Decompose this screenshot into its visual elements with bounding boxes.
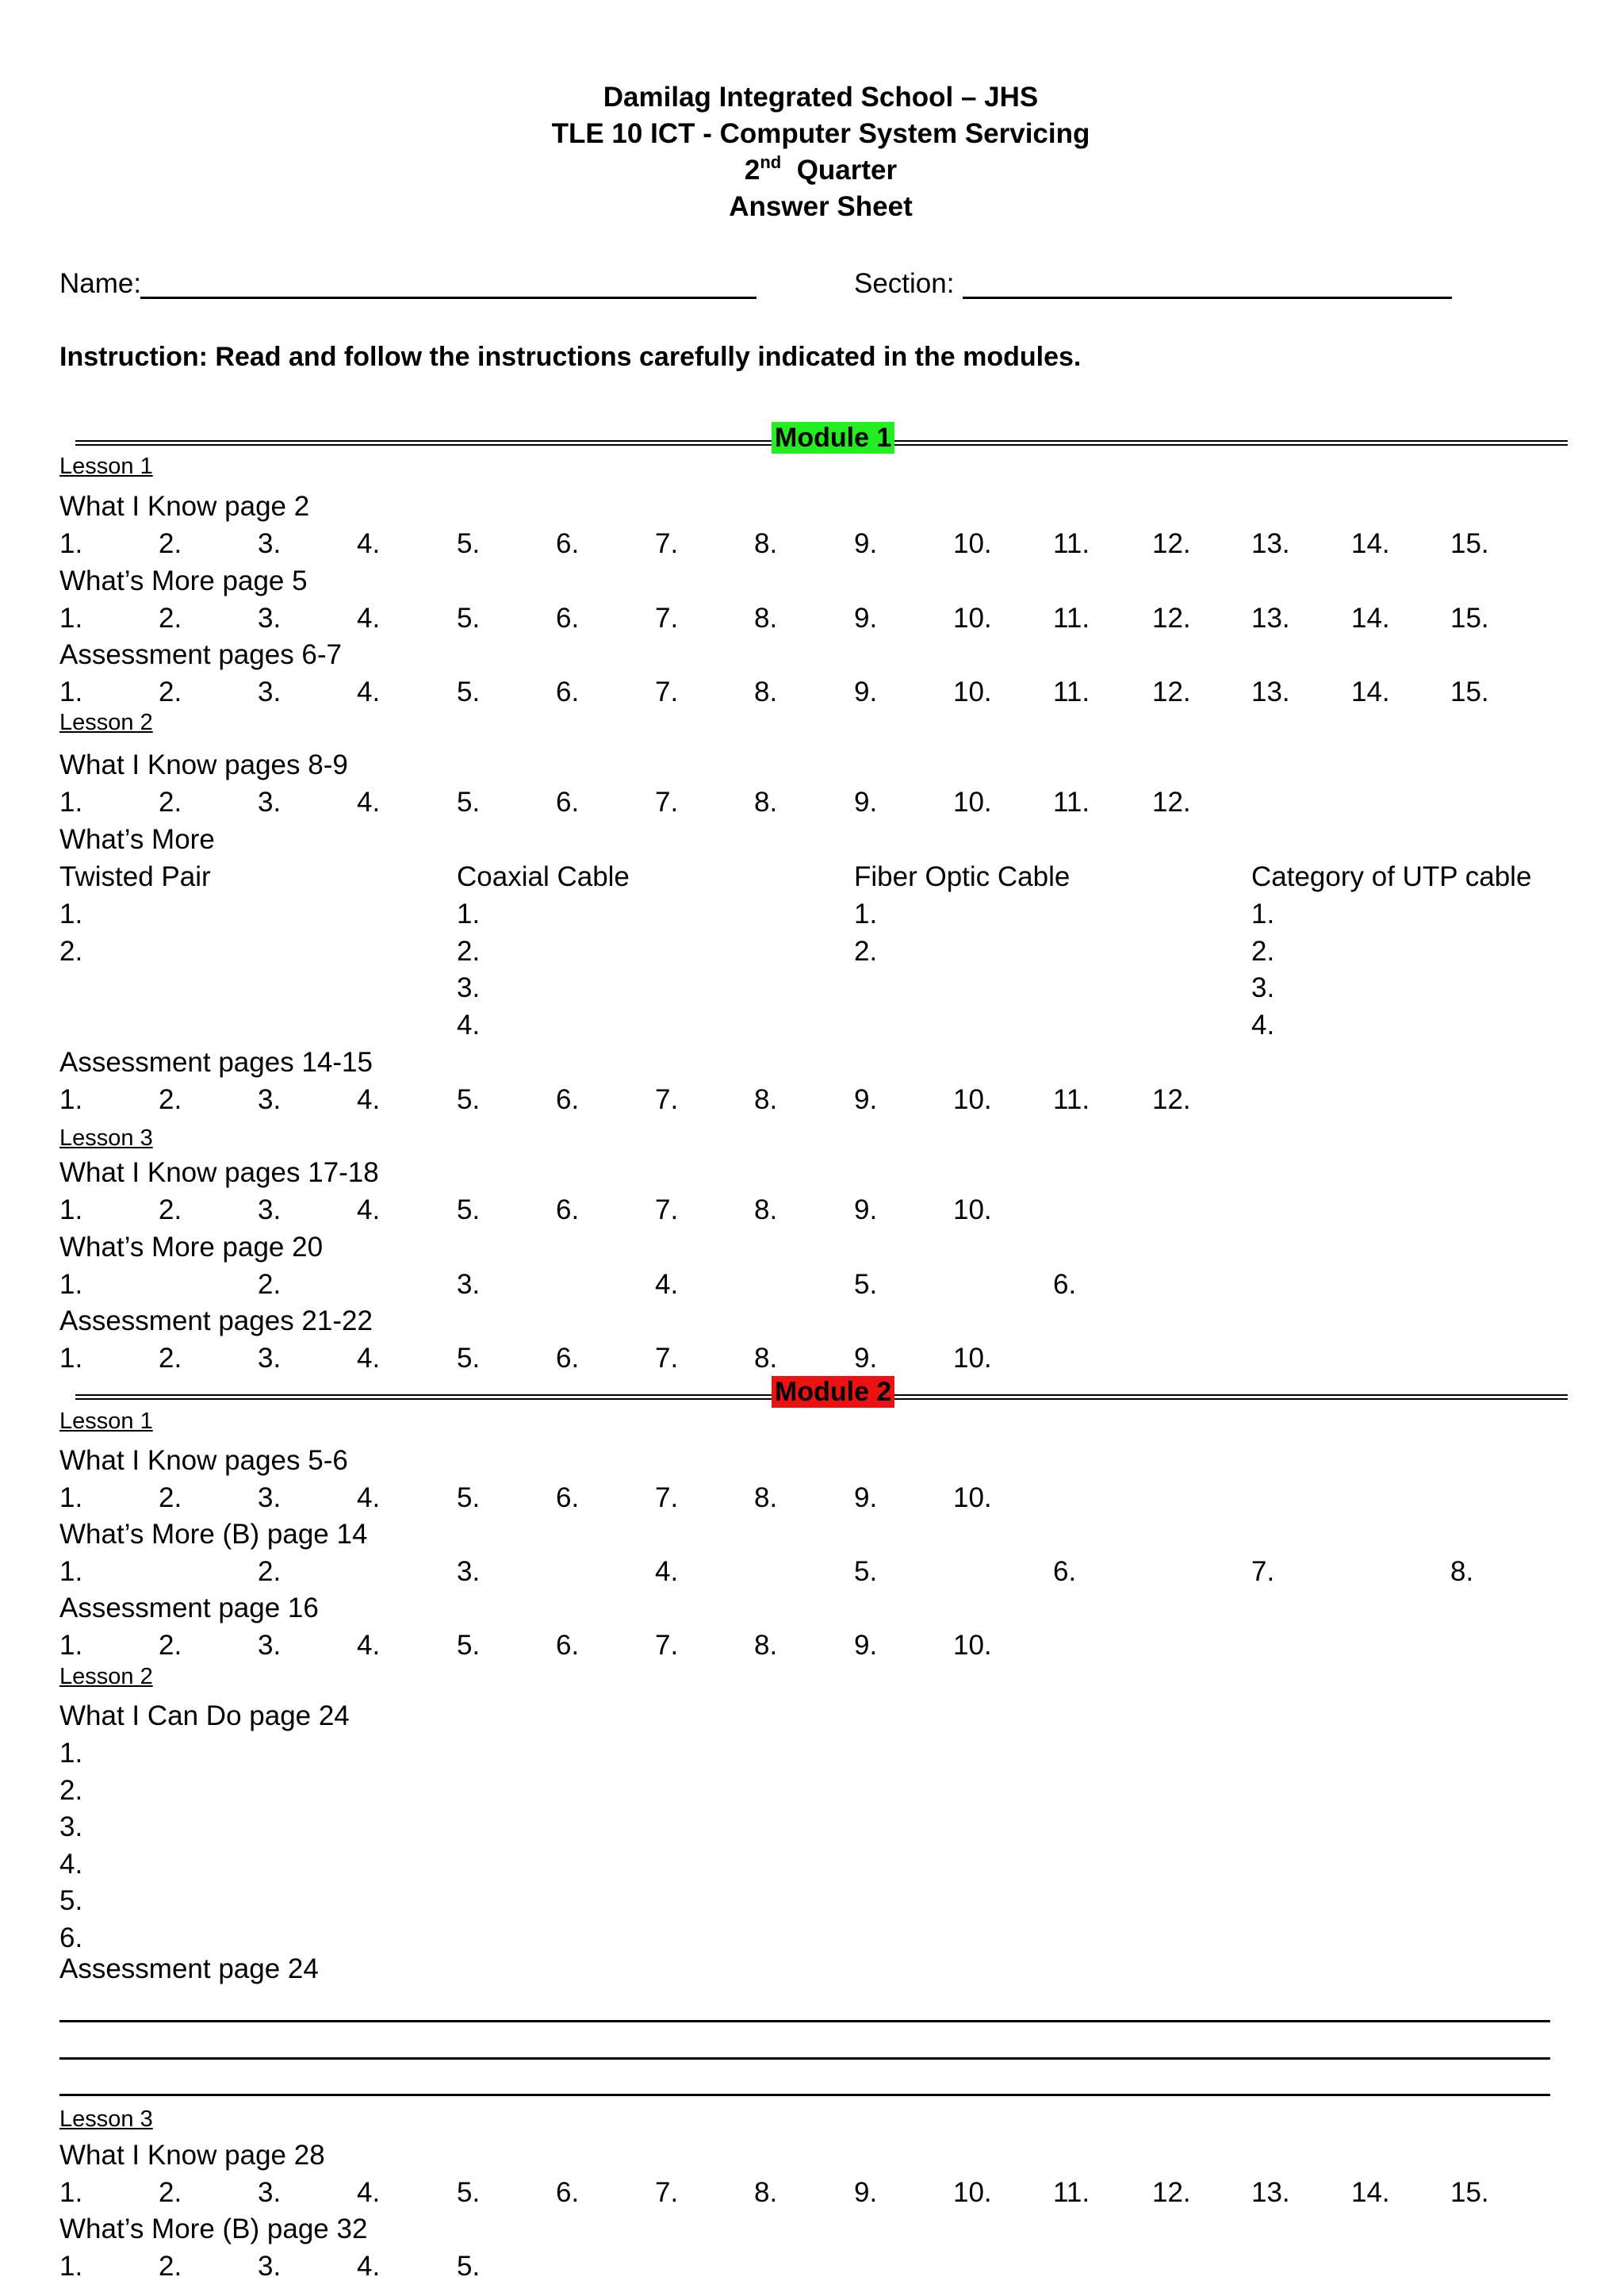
answer-number: 6. (556, 528, 580, 559)
answer-number: 15. (1450, 2177, 1489, 2208)
name-blank[interactable] (140, 297, 756, 299)
answer-number: 1. (59, 1269, 83, 1300)
answer-number: 2. (59, 935, 83, 967)
answer-number: 12. (1152, 677, 1191, 707)
answer-number: 2. (258, 1556, 282, 1587)
answer-number: 9. (854, 787, 878, 818)
answer-number: 14. (1351, 2177, 1390, 2208)
answer-number: 7. (655, 1194, 679, 1225)
answer-number: 5. (457, 787, 481, 818)
answer-number: 3. (258, 1630, 282, 1661)
answer-number: 3. (258, 1343, 282, 1374)
answer-number: 6. (556, 1084, 580, 1115)
answer-number: 8. (754, 1482, 778, 1513)
answer-number: 10. (953, 1630, 992, 1661)
answer-number: 6. (556, 1630, 580, 1661)
answer-number: 7. (655, 603, 679, 634)
cable-column-heading: Category of UTP cable (1251, 861, 1532, 892)
answer-number: 3. (258, 603, 282, 634)
answer-number: 13. (1251, 677, 1290, 707)
section-title: What’s More (59, 824, 215, 855)
answer-number: 11. (1053, 528, 1090, 559)
answer-number: 8. (754, 603, 778, 634)
answer-number: 3. (59, 1811, 83, 1843)
quarter-title (0, 153, 1624, 188)
answer-number: 2. (159, 2177, 182, 2208)
answer-number: 1. (59, 528, 83, 559)
section-title: Assessment page 24 (59, 1953, 319, 1984)
section-title: What I Can Do page 24 (59, 1700, 350, 1731)
answer-number: 1. (59, 677, 83, 707)
answer-number: 3. (258, 2251, 282, 2282)
answer-number: 2. (59, 1774, 83, 1806)
answer-number: 11. (1053, 787, 1090, 818)
section-title: Assessment pages 6-7 (59, 639, 343, 670)
answer-number: 7. (655, 677, 679, 707)
answer-number: 3. (258, 2177, 282, 2208)
quarter-number: 2 (744, 155, 760, 186)
answer-number: 5. (457, 1343, 481, 1374)
cable-column-heading: Twisted Pair (59, 861, 211, 892)
answer-number: 11. (1053, 2177, 1090, 2208)
lesson-heading: Lesson 2 (59, 1664, 153, 1689)
answer-line[interactable] (59, 2020, 1550, 2022)
section-label: Section: (854, 268, 955, 299)
answer-number: 3. (258, 1194, 282, 1225)
answer-number: 2. (159, 528, 182, 559)
lesson-heading: Lesson 3 (59, 1125, 153, 1151)
answer-number: 7. (655, 1084, 679, 1115)
answer-number: 11. (1053, 677, 1090, 707)
answer-number: 4. (357, 528, 381, 559)
cable-column-heading: Fiber Optic Cable (854, 861, 1071, 892)
module-1-heading: Module 1 (772, 422, 894, 454)
answer-number: 6. (556, 1482, 580, 1513)
answer-number: 1. (59, 1084, 83, 1115)
answer-number: 3. (258, 787, 282, 818)
answer-number: 10. (953, 528, 992, 559)
answer-number: 15. (1450, 603, 1489, 634)
answer-number: 1. (59, 787, 83, 818)
answer-number: 7. (655, 1343, 679, 1374)
answer-number: 1. (59, 1194, 83, 1225)
answer-number: 6. (556, 677, 580, 707)
section-blank[interactable] (963, 297, 1452, 299)
answer-number: 4. (457, 1009, 481, 1041)
answer-number: 10. (953, 2177, 992, 2208)
answer-number: 4. (357, 1194, 381, 1225)
answer-number: 3. (258, 528, 282, 559)
answer-number: 6. (556, 787, 580, 818)
answer-number: 1. (59, 899, 83, 930)
answer-number: 9. (854, 1343, 878, 1374)
answer-number: 10. (953, 1194, 992, 1225)
answer-number: 9. (854, 1630, 878, 1661)
answer-number: 5. (457, 2177, 481, 2208)
answer-number: 1. (59, 603, 83, 634)
answer-number: 7. (655, 787, 679, 818)
answer-number: 1. (59, 1630, 83, 1661)
answer-number: 2. (159, 1630, 182, 1661)
answer-number: 2. (159, 677, 182, 707)
lesson-heading: Lesson 1 (59, 454, 153, 479)
answer-number: 2. (159, 1194, 182, 1225)
section-title: What I Know pages 8-9 (59, 749, 348, 780)
answer-number: 4. (357, 1084, 381, 1115)
section-title: What’s More (B) page 14 (59, 1519, 368, 1550)
answer-number: 13. (1251, 603, 1290, 634)
answer-number: 15. (1450, 528, 1489, 559)
answer-number: 12. (1152, 603, 1191, 634)
answer-number: 10. (953, 1482, 992, 1513)
module-2-heading: Module 2 (772, 1376, 894, 1408)
answer-number: 5. (457, 1084, 481, 1115)
answer-number: 2. (159, 1343, 182, 1374)
answer-number: 8. (754, 2177, 778, 2208)
section-title: What I Know page 2 (59, 491, 310, 522)
answer-number: 5. (457, 528, 481, 559)
answer-number: 2. (159, 2251, 182, 2282)
answer-number: 6. (1053, 1269, 1077, 1300)
course-title: TLE 10 ICT - Computer System Servicing (551, 118, 1090, 149)
section-title: What I Know page 28 (59, 2140, 325, 2171)
answer-number: 4. (59, 1848, 83, 1880)
quarter-suffix: nd (760, 152, 782, 172)
answer-number: 11. (1053, 1084, 1090, 1115)
answer-number: 9. (854, 1194, 878, 1225)
section-title: What I Know pages 5-6 (59, 1445, 348, 1476)
answer-number: 5. (457, 2251, 481, 2282)
answer-number: 10. (953, 1084, 992, 1115)
answer-number: 9. (854, 1482, 878, 1513)
answer-number: 3. (457, 1556, 481, 1587)
answer-number: 4. (655, 1556, 679, 1587)
answer-number: 8. (754, 1630, 778, 1661)
answer-number: 3. (457, 1269, 481, 1300)
instruction-text: Instruction: Read and follow the instructions carefully indicated in the modules. (59, 342, 1082, 372)
answer-line[interactable] (59, 2094, 1550, 2096)
answer-number: 12. (1152, 528, 1191, 559)
answer-number: 4. (357, 1482, 381, 1513)
answer-number: 6. (556, 1194, 580, 1225)
answer-number: 1. (457, 899, 481, 930)
answer-number: 1. (59, 1738, 83, 1769)
answer-number: 1. (59, 2251, 83, 2282)
answer-number: 14. (1351, 603, 1390, 634)
document-title: Answer Sheet (729, 191, 913, 222)
answer-number: 4. (1251, 1009, 1275, 1041)
answer-number: 5. (457, 1630, 481, 1661)
quarter-word: Quarter (796, 155, 898, 186)
answer-number: 5. (854, 1269, 878, 1300)
answer-number: 1. (59, 1343, 83, 1374)
answer-number: 8. (754, 1343, 778, 1374)
answer-number: 8. (754, 528, 778, 559)
answer-number: 12. (1152, 2177, 1191, 2208)
section-title: Assessment pages 14-15 (59, 1047, 373, 1078)
answer-number: 15. (1450, 677, 1489, 707)
lesson-heading: Lesson 3 (59, 2106, 153, 2132)
answer-number: 12. (1152, 1084, 1191, 1115)
answer-number: 6. (556, 2177, 580, 2208)
answer-number: 6. (1053, 1556, 1077, 1587)
answer-number: 8. (754, 787, 778, 818)
answer-number: 4. (357, 603, 381, 634)
answer-number: 5. (457, 1194, 481, 1225)
section-title: What’s More (B) page 32 (59, 2214, 368, 2244)
section-title: What’s More page 20 (59, 1232, 324, 1263)
section-title: What I Know pages 17-18 (59, 1157, 379, 1188)
answer-number: 2. (159, 1482, 182, 1513)
answer-number: 2. (854, 935, 878, 967)
answer-number: 4. (655, 1269, 679, 1300)
answer-number: 2. (159, 1084, 182, 1115)
answer-number: 8. (754, 677, 778, 707)
answer-number: 7. (1251, 1556, 1275, 1587)
answer-number: 5. (457, 677, 481, 707)
name-label: Name: (59, 268, 142, 299)
lesson-heading: Lesson 1 (59, 1409, 153, 1434)
answer-number: 2. (1251, 935, 1275, 967)
answer-number: 7. (655, 2177, 679, 2208)
answer-number: 6. (556, 1343, 580, 1374)
answer-number: 5. (59, 1885, 83, 1917)
answer-number: 1. (854, 899, 878, 930)
answer-number: 1. (59, 2177, 83, 2208)
answer-number: 2. (159, 603, 182, 634)
cable-column-heading: Coaxial Cable (457, 861, 630, 892)
answer-number: 5. (457, 603, 481, 634)
answer-number: 14. (1351, 528, 1390, 559)
answer-number: 4. (357, 2251, 381, 2282)
answer-number: 4. (357, 787, 381, 818)
answer-number: 4. (357, 1343, 381, 1374)
answer-number: 5. (457, 1482, 481, 1513)
answer-number: 7. (655, 528, 679, 559)
answer-number: 3. (258, 677, 282, 707)
answer-number: 8. (1450, 1556, 1474, 1587)
answer-number: 10. (953, 603, 992, 634)
answer-number: 3. (457, 972, 481, 1004)
answer-number: 3. (258, 1084, 282, 1115)
answer-number: 9. (854, 528, 878, 559)
lesson-heading: Lesson 2 (59, 710, 153, 735)
answer-number: 6. (556, 603, 580, 634)
answer-number: 13. (1251, 528, 1290, 559)
answer-number: 8. (754, 1084, 778, 1115)
answer-line[interactable] (59, 2057, 1550, 2060)
answer-number: 14. (1351, 677, 1390, 707)
answer-number: 4. (357, 2177, 381, 2208)
answer-number: 10. (953, 1343, 992, 1374)
answer-number: 12. (1152, 787, 1191, 818)
answer-number: 5. (854, 1556, 878, 1587)
answer-number: 2. (457, 935, 481, 967)
answer-number: 10. (953, 787, 992, 818)
answer-number: 4. (357, 677, 381, 707)
answer-number: 9. (854, 2177, 878, 2208)
answer-number: 2. (159, 787, 182, 818)
answer-number: 7. (655, 1482, 679, 1513)
section-title: Assessment page 16 (59, 1593, 319, 1623)
answer-number: 10. (953, 677, 992, 707)
answer-number: 3. (258, 1482, 282, 1513)
answer-number: 1. (1251, 899, 1275, 930)
answer-number: 9. (854, 1084, 878, 1115)
answer-number: 9. (854, 603, 878, 634)
answer-number: 4. (357, 1630, 381, 1661)
answer-number: 6. (59, 1922, 83, 1953)
answer-number: 1. (59, 1556, 83, 1587)
section-title: Assessment pages 21-22 (59, 1305, 373, 1336)
answer-number: 1. (59, 1482, 83, 1513)
answer-number: 9. (854, 677, 878, 707)
answer-number: 11. (1053, 603, 1090, 634)
answer-number: 8. (754, 1194, 778, 1225)
school-name: Damilag Integrated School – JHS (603, 82, 1039, 113)
answer-number: 13. (1251, 2177, 1290, 2208)
section-title: What’s More page 5 (59, 565, 308, 596)
answer-number: 7. (655, 1630, 679, 1661)
answer-number: 3. (1251, 972, 1275, 1004)
answer-number: 2. (258, 1269, 282, 1300)
